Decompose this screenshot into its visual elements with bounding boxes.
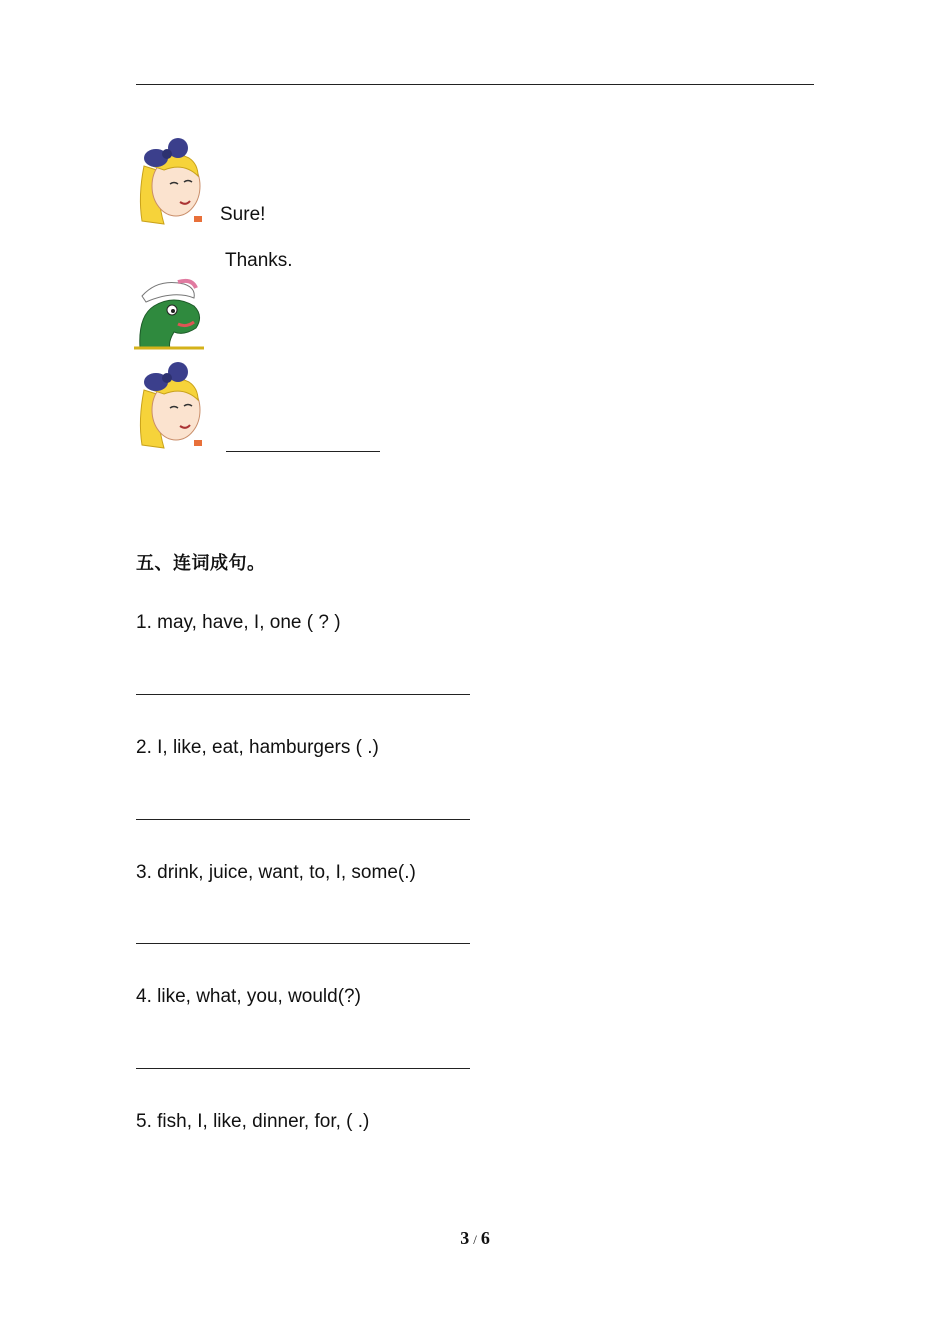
- question-5: 5. fish, I, like, dinner, for, ( .): [136, 1111, 370, 1132]
- answer-blank-dialogue[interactable]: [226, 451, 380, 452]
- answer-line-4[interactable]: [136, 1068, 470, 1069]
- question-2: 2. I, like, eat, hamburgers ( .): [136, 737, 379, 758]
- dialogue-line-1: Sure!: [220, 204, 266, 225]
- question-4: 4. like, what, you, would(?): [136, 986, 361, 1007]
- question-1: 1. may, have, I, one ( ? ): [136, 612, 341, 633]
- total-pages: 6: [480, 1228, 490, 1248]
- current-page: 3: [460, 1228, 470, 1248]
- section-title: 五、连词成句。: [136, 553, 266, 574]
- page-separator: /: [473, 1232, 477, 1247]
- girl-avatar-icon: [134, 136, 204, 226]
- answer-line-2[interactable]: [136, 819, 470, 820]
- dialogue-line-2: Thanks.: [225, 250, 293, 271]
- page-number: [0, 1228, 950, 1249]
- header-rule: [136, 84, 814, 85]
- dinosaur-avatar-icon: [134, 276, 204, 350]
- answer-line-1[interactable]: [136, 694, 470, 695]
- girl-avatar-icon: [134, 360, 204, 450]
- answer-line-3[interactable]: [136, 943, 470, 944]
- question-3: 3. drink, juice, want, to, I, some(.): [136, 862, 416, 883]
